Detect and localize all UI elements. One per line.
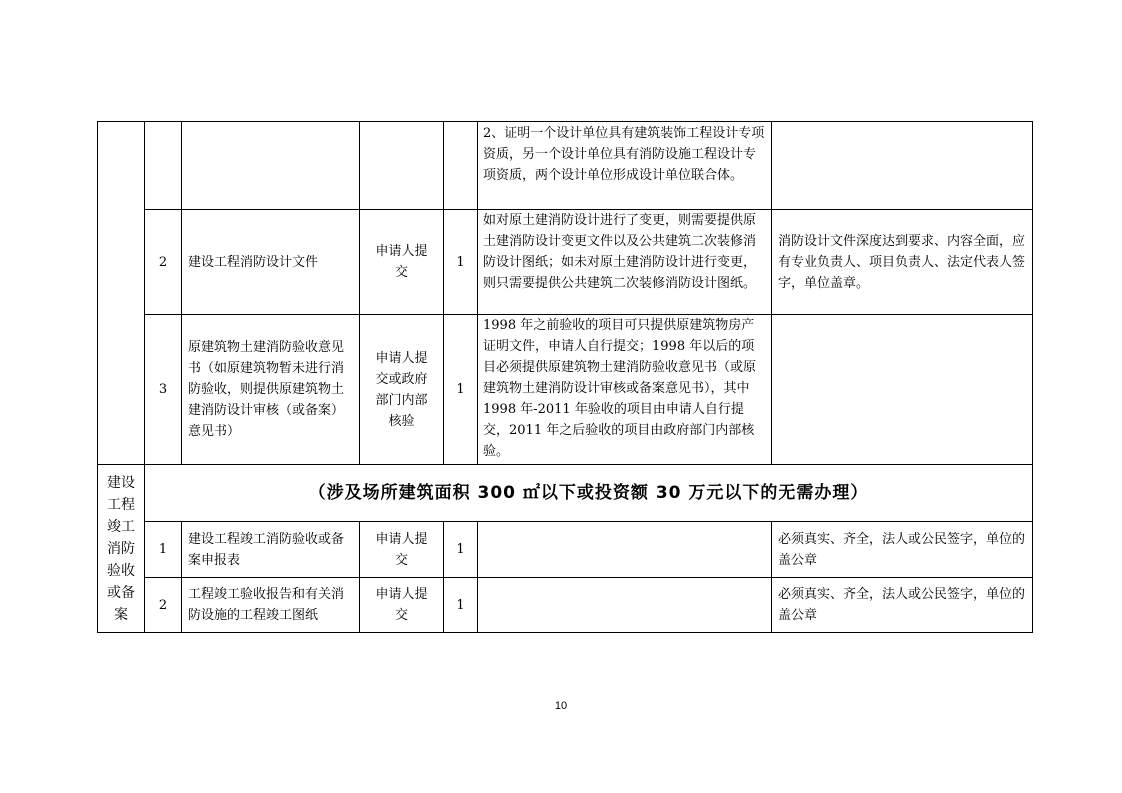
material-name: 工程竣工验收报告和有关消防设施的工程竣工图纸 (182, 578, 360, 633)
page-number: 10 (554, 700, 568, 712)
category-cell (98, 465, 145, 633)
material-copies: 1 (444, 210, 478, 315)
material-description (478, 522, 772, 578)
row-index: 3 (145, 315, 182, 465)
material-description: 1998 年之前验收的项目可只提供原建筑物房产证明文件，申请人自行提交；1998 年以后的项目必须提供原建筑物土建消防验收意见书（或原建筑物土建消防设计审核或备案意见书），其中 1998 年-2011 年验收的项目由申请人自行提交，2011 年之后验收的项目由政府部门内部核验。 (478, 315, 772, 465)
material-description: 如对原土建消防设计进行了变更，则需要提供原土建消防设计变更文件以及公共建筑二次装修消防设计图纸；如未对原土建消防设计进行变更，则只需要提供公共建筑二次装修消防设计图纸。 (478, 210, 772, 315)
material-source (360, 122, 444, 210)
material-description (478, 578, 772, 633)
material-copies (444, 122, 478, 210)
material-name: 建设工程竣工消防验收或备案申报表 (182, 522, 360, 578)
table-row (98, 315, 1033, 465)
material-copies: 1 (444, 522, 478, 578)
material-copies: 1 (444, 315, 478, 465)
material-source: 申请人提交 (360, 210, 444, 315)
row-index (145, 122, 182, 210)
material-source: 申请人提交 (360, 578, 444, 633)
material-description: 2、证明一个设计单位具有建筑装饰工程设计专项资质，另一个设计单位具有消防设施工程设计专项资质，两个设计单位形成设计单位联合体。 (478, 122, 772, 210)
material-requirement: 必须真实、齐全，法人或公民签字，单位的盖公章 (772, 578, 1033, 633)
material-requirement (772, 315, 1033, 465)
row-index: 1 (145, 522, 182, 578)
material-copies: 1 (444, 578, 478, 633)
table-row (98, 122, 1033, 210)
category-label: 建设工程竣工消防验收或备案 (107, 474, 135, 623)
table-row (98, 210, 1033, 315)
material-name (182, 122, 360, 210)
material-requirement: 必须真实、齐全，法人或公民签字，单位的盖公章 (772, 522, 1033, 578)
table-row (98, 578, 1033, 633)
material-requirement (772, 122, 1033, 210)
material-name: 原建筑物土建消防验收意见书（如原建筑物暂未进行消防验收，则提供原建筑物土建消防设计审核（或备案）意见书） (182, 315, 360, 465)
section-banner: （涉及场所建筑面积 300 ㎡以下或投资额 30 万元以下的无需办理） (145, 465, 1033, 522)
section-banner-row (98, 465, 1033, 522)
material-requirement: 消防设计文件深度达到要求、内容全面，应有专业负责人、项目负责人、法定代表人签字，单位盖章。 (772, 210, 1033, 315)
row-index: 2 (145, 578, 182, 633)
material-name: 建设工程消防设计文件 (182, 210, 360, 315)
category-cell-continued (98, 122, 145, 465)
table-row (98, 522, 1033, 578)
requirements-table (97, 121, 1033, 633)
row-index: 2 (145, 210, 182, 315)
material-source: 申请人提交或政府部门内部核验 (360, 315, 444, 465)
material-source: 申请人提交 (360, 522, 444, 578)
